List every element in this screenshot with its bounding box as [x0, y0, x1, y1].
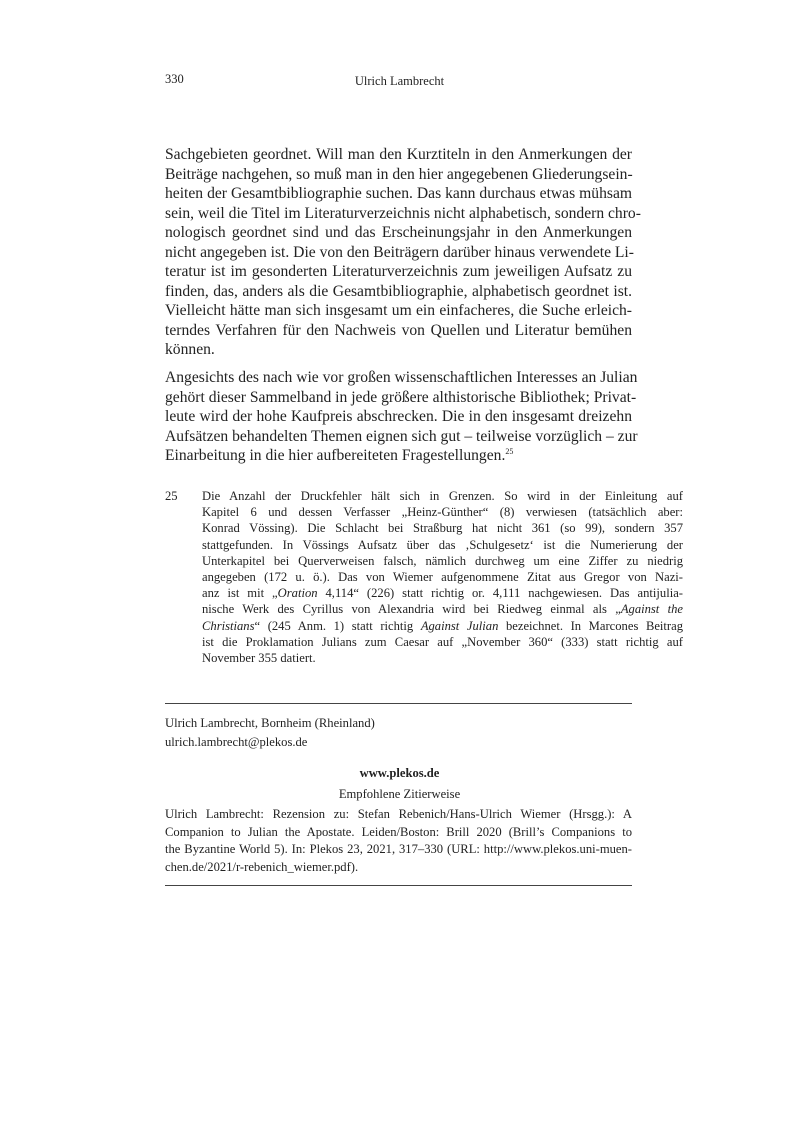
text-line: können. [165, 341, 215, 358]
citation-line: Companion to Julian the Apostate. Leiden/Boston: Brill 2020 (Brill’s Companions to [165, 824, 632, 839]
text-line: nologisch geordnet sind und das Erscheinungsjahr in den Anmerkungen [165, 224, 632, 241]
text-line: Einarbeitung in die hier aufbereiteten Fragestellungen.$^{25}$ [165, 447, 514, 464]
author-email[interactable]: ulrich.lambrecht@plekos.de [165, 734, 308, 749]
citation-text [165, 806, 632, 877]
footnote-line: Unterkapitel bei Querverweisen falsch, nämlich durchweg um eine Ziffer zu niedrig [202, 553, 683, 568]
text-line: Beiträge nachgehen, so muß man in den hier angegebenen Gliederungsein- [165, 165, 633, 183]
footnote-line: Die Anzahl der Druckfehler hält sich in Grenzen. So wird in der Einleitung auf [202, 489, 683, 503]
footnote-line: November 355 datiert. [202, 650, 316, 665]
divider [165, 885, 632, 886]
footnote-ref[interactable]: 25 [505, 447, 514, 456]
footnote-line: angegeben (172 u. ö.). Das von Wiemer aufgenommene Zitat aus Gregor von Nazi- [202, 569, 683, 584]
footnote-line: Konrad Vössing). Die Schlacht bei Straßburg hat nicht 361 (so 99), sondern 357 [202, 521, 683, 536]
text-line: leute wird der hohe Kaufpreis abschrecken. Die in den insgesamt dreizehn [165, 408, 632, 425]
divider [165, 703, 632, 704]
author-affiliation: Ulrich Lambrecht, Bornheim (Rheinland) [165, 716, 375, 730]
italic-title: Against the [620, 602, 683, 617]
footnote-text [202, 488, 683, 666]
text-line: Aufsätzen behandelten Themen eignen sich gut – teilweise vorzüglich – zur [165, 427, 638, 445]
text-line: finden, das, anders als die Gesamtbibliographie, alphabetisch geordnet ist. [165, 282, 632, 300]
paragraph-1 [165, 145, 641, 360]
text-line: teratur ist im gesonderten Literaturverzeichnis zum jeweiligen Aufsatz zu [165, 263, 632, 280]
text-line: sein, weil die Titel im Literaturverzeichnis nicht alphabetisch, sondern chro- [165, 204, 641, 222]
page-number: 330 [165, 72, 184, 86]
italic-title: Christians [202, 618, 255, 633]
footnote-number: 25 [165, 489, 178, 503]
footnote-line: anz ist mit „Oration 4,114“ (226) statt richtig or. 4,111 nachgewiesen. Das antijulia- [202, 586, 683, 601]
citation-line: chen.de/2021/r-rebenich_wiemer.pdf). [165, 860, 359, 875]
citation-line: the Byzantine World 5). In: Plekos 23, 2021, 317–330 (URL: http://www.plekos.uni-muen- [165, 842, 632, 857]
author-block [165, 714, 375, 751]
running-title: Ulrich Lambrecht [354, 74, 445, 88]
text-line: heiten der Gesamtbibliographie suchen. Das kann durchaus etwas mühsam [165, 185, 632, 202]
footnote-line: Kapitel 6 und dessen Verfasser „Heinz-Günther“ (8) verwiesen (tatsächlich aber: [202, 505, 683, 520]
footnote-line: stattgefunden. In Vössings Aufsatz über das ‚Schulgesetz‘ ist die Numerierung der [202, 537, 683, 552]
text-line: gehört dieser Sammelband in jede größere althistorische Bibliothek; Privat- [165, 388, 637, 406]
text-line: nicht angegeben ist. Die von den Beiträgern darüber hinaus verwendete Li- [165, 243, 634, 261]
footnote-line: ist die Proklamation Julians zum Caesar auf „November 360“ (333) statt richtig auf [202, 634, 683, 649]
citation-line: Ulrich Lambrecht: Rezension zu: Stefan Rebenich/Hans-Ulrich Wiemer (Hrsgg.): A [165, 807, 632, 821]
citation-heading: Empfohlene Zitierweise [338, 787, 461, 801]
footnote-line: nische Werk des Cyrillus von Alexandria wird bei Riedweg einmal als „Against the [202, 602, 683, 617]
italic-title: Oration [277, 586, 318, 601]
paragraph-2 [165, 368, 638, 466]
text-line: Vielleicht hätte man sich insgesamt um ein einfacheres, die Suche erleich- [165, 302, 632, 319]
italic-title: Against Julian [420, 618, 499, 633]
text-line: Angesichts des nach wie vor großen wissenschaftlichen Interesses an Julian [165, 369, 638, 386]
site-link[interactable]: www.plekos.de [359, 766, 440, 780]
footnote-line: Christians“ (245 Anm. 1) statt richtig Against Julian bezeichnet. In Marcones Beitrag [202, 618, 684, 633]
text-line: terndes Verfahren für den Nachweis von Quellen und Literatur bemühen [165, 321, 632, 339]
text-line: Sachgebieten geordnet. Will man den Kurztiteln in den Anmerkungen der [165, 146, 632, 163]
